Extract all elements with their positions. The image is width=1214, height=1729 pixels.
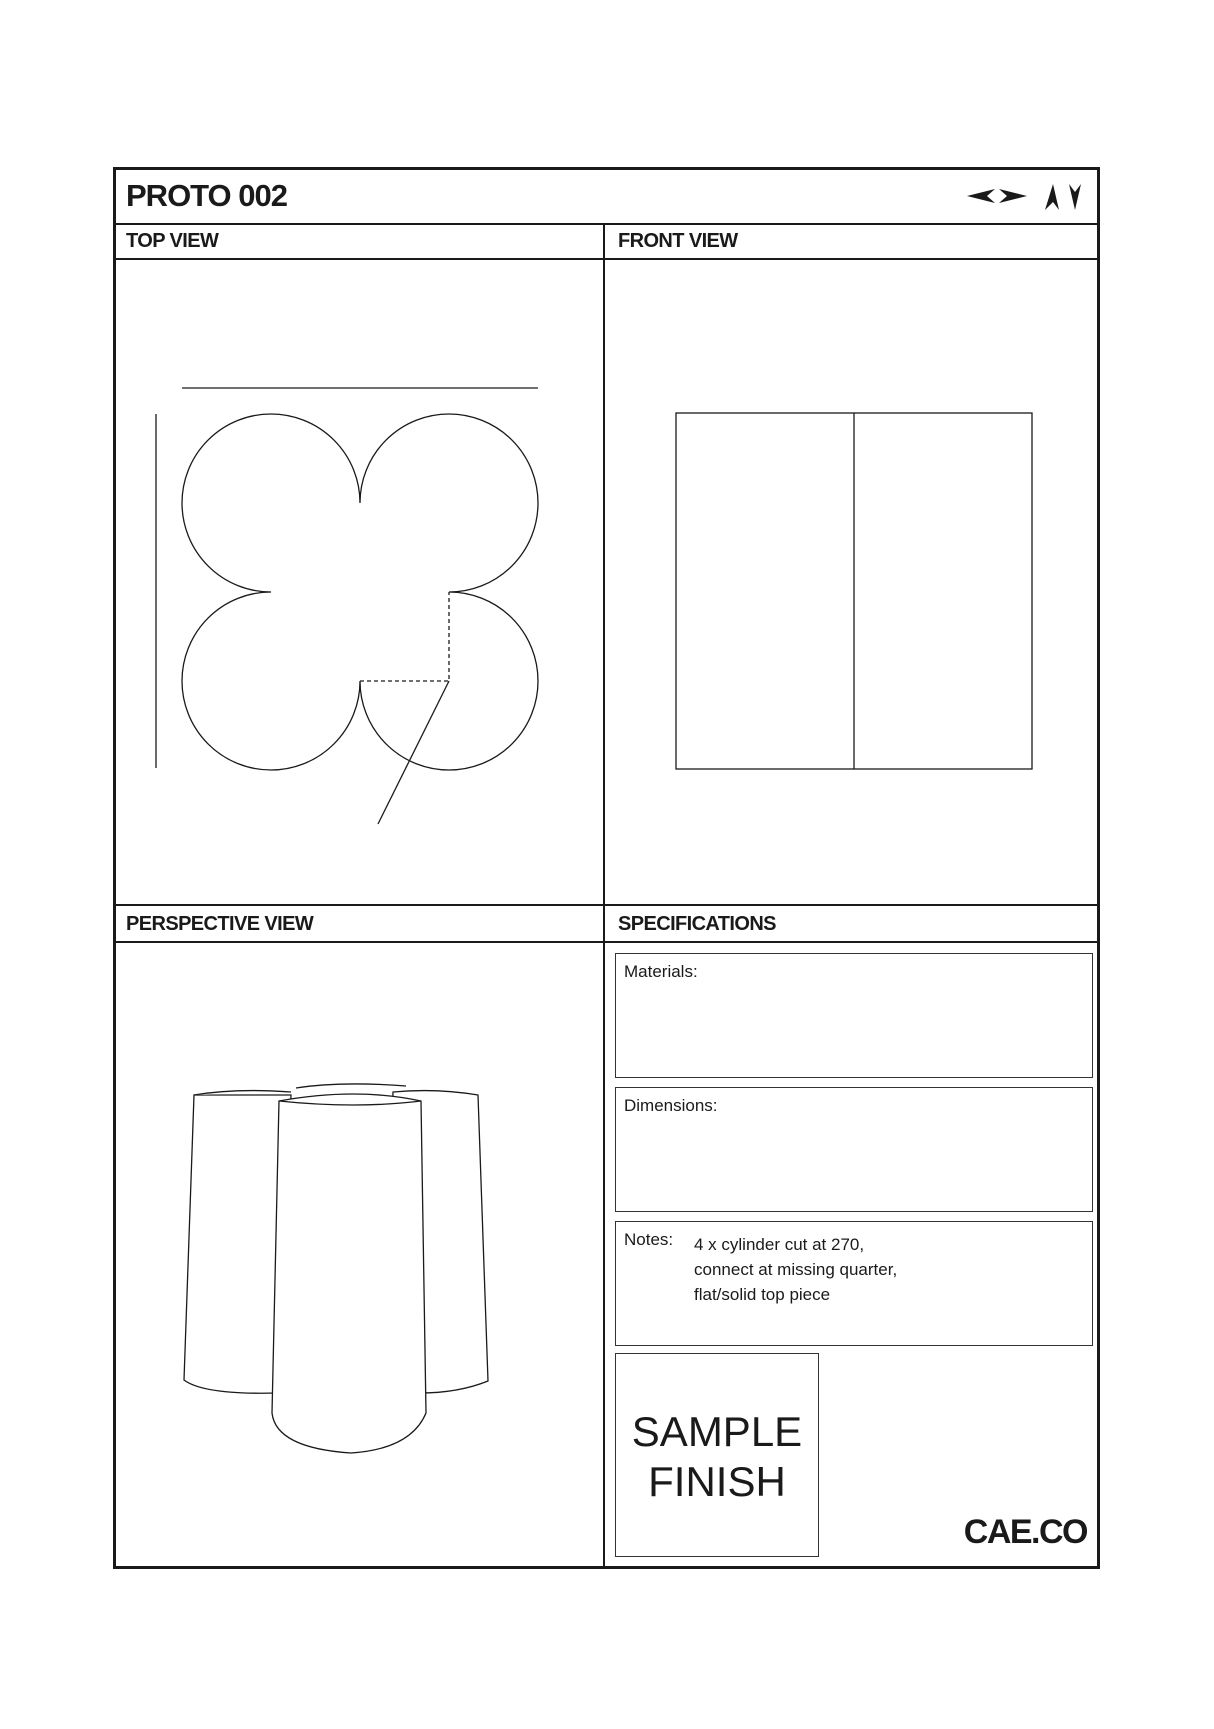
middle-divider [116,904,1097,906]
sample-finish-text: SAMPLE FINISH [631,1408,803,1505]
materials-label: Materials: [624,962,698,981]
top-view-drawing [116,260,603,904]
front-view-label: FRONT VIEW [618,230,738,252]
drawing-sheet [113,167,1100,1569]
notes-box [615,1221,1093,1346]
perspective-view-drawing [116,943,603,1566]
brand-arrows-icon [965,180,1087,212]
materials-box [615,953,1093,1078]
sample-finish-box [615,1353,819,1557]
top-view-label: TOP VIEW [126,230,219,252]
notes-label: Notes: [624,1230,674,1249]
title-bar [116,170,1097,225]
notes-text: 4 x cylinder cut at 270, connect at missing quarter, flat/solid top piece [694,1235,898,1304]
dimensions-label: Dimensions: [624,1096,718,1115]
dimensions-box [615,1087,1093,1212]
front-view-drawing [605,260,1097,904]
page-title: PROTO 002 [126,178,288,213]
perspective-view-label: PERSPECTIVE VIEW [126,913,314,935]
specifications-label: SPECIFICATIONS [618,913,776,935]
company-logo: CAE.CO [963,1513,1087,1551]
